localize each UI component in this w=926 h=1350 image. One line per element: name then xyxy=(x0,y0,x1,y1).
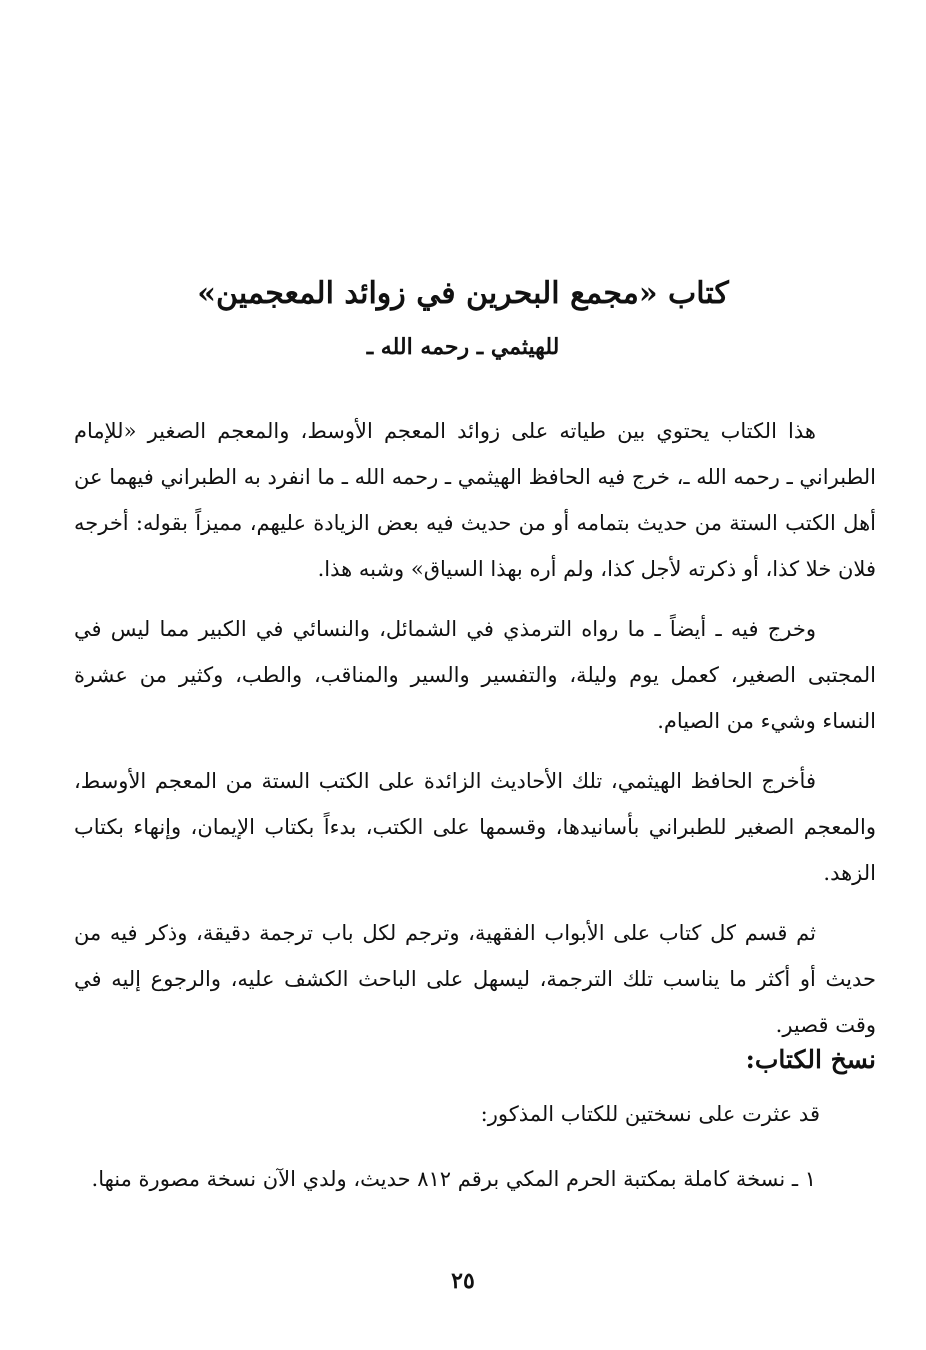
page-subtitle: للهيثمي ـ رحمه الله ـ xyxy=(366,334,560,360)
paragraph-2: وخرج فيه ـ أيضاً ـ ما رواه الترمذي في الشمائل، والنسائي في الكبير مما ليس في المجتبى الصغير، كعمل يوم وليلة، والتفسير والسير والمناقب، والطب، وكثير من عشرة النساء وشيء من الصيام. xyxy=(74,617,876,733)
paragraph-3: فأخرج الحافظ الهيثمي، تلك الأحاديث الزائدة على الكتب الستة من المعجم الأوسط، والمعجم الصغير للطبراني بأسانيدها، وقسمها على الكتب، بدءاً بكتاب الإيمان، وإنهاء بكتاب الزهد. xyxy=(74,769,876,885)
paragraph-1: هذا الكتاب يحتوي بين طياته على زوائد المعجم الأوسط، والمعجم الصغير «للإمام الطبراني ـ رحمه الله ـ، خرج فيه الحافظ الهيثمي ـ رحمه الله ـ ما انفرد به الطبراني فيهما عن أهل الكتب الستة من حديث بتمامه أو من حديث فيه بعض الزيادة عليهم، مميزاً بقوله: أخرجه فلان خلا كذا، أو ذكرته لأجل كذا، ولم أره بهذا السياق» وشبه هذا. xyxy=(74,419,876,581)
body-text xyxy=(74,408,876,1062)
page-number: ٢٥ xyxy=(451,1268,475,1294)
list-item: ١ ـ نسخة كاملة بمكتبة الحرم المكي برقم ٨١٢ حديث، ولدي الآن نسخة مصورة منها. xyxy=(91,1167,816,1191)
section-heading: نسخ الكتاب: xyxy=(745,1045,876,1074)
section-intro: قد عثرت على نسختين للكتاب المذكور: xyxy=(480,1102,820,1126)
paragraph-4: ثم قسم كل كتاب على الأبواب الفقهية، وترجم لكل باب ترجمة دقيقة، وذكر فيه من حديث أو أكثر ما يناسب تلك الترجمة، ليسهل على الباحث الكشف عليه، والرجوع إليه في وقت قصير. xyxy=(74,921,876,1037)
page-title: كتاب «مجمع البحرين في زوائد المعجمين» xyxy=(197,276,729,311)
